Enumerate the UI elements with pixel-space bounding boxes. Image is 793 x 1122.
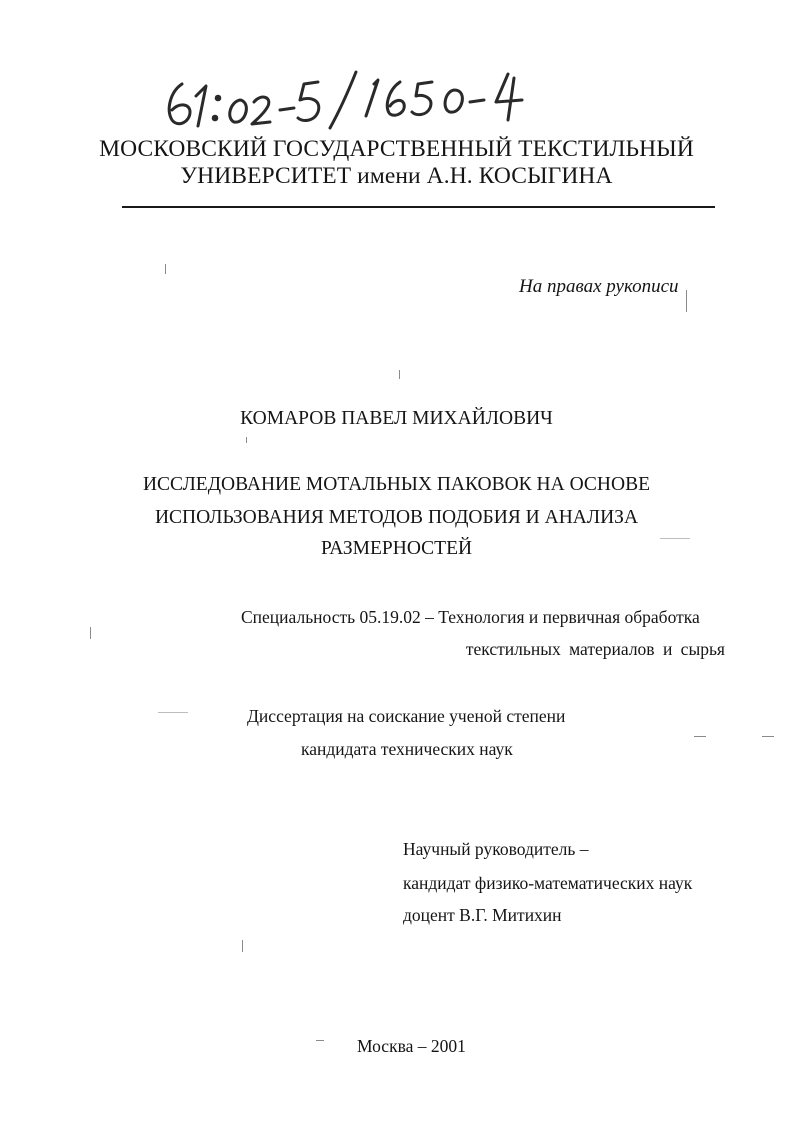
specialty-line-2: текстильных материалов и сырья bbox=[465, 639, 725, 659]
supervisor-line-1: Научный руководитель – bbox=[403, 839, 589, 859]
handwritten-archive-code bbox=[160, 62, 580, 132]
scan-speck bbox=[158, 712, 188, 713]
specialty-line-1: Специальность 05.19.02 – Технология и первичная обработка bbox=[241, 607, 700, 627]
university-line-2: УНИВЕРСИТЕТ имени А.Н. КОСЫГИНА bbox=[180, 163, 613, 189]
scan-speck bbox=[762, 736, 774, 737]
scan-speck bbox=[246, 437, 247, 443]
scan-speck bbox=[316, 1040, 324, 1041]
scan-speck bbox=[660, 538, 690, 539]
title-line-3: РАЗМЕРНОСТЕЙ bbox=[320, 538, 473, 559]
dissertation-line-1: Диссертация на соискание ученой степени bbox=[247, 706, 566, 726]
supervisor-line-2: кандидат физико-математических наук bbox=[403, 873, 693, 893]
scan-speck bbox=[694, 736, 706, 737]
scan-speck bbox=[242, 940, 243, 952]
title-line-2: ИСПОЛЬЗОВАНИЯ МЕТОДОВ ПОДОБИЯ И АНАЛИЗА bbox=[154, 507, 639, 528]
scan-speck bbox=[686, 290, 687, 312]
scan-speck bbox=[399, 370, 400, 379]
city-year: Москва – 2001 bbox=[357, 1036, 466, 1056]
author-name: КОМАРОВ ПАВЕЛ МИХАЙЛОВИЧ bbox=[240, 408, 553, 429]
rights-note: На правах рукописи bbox=[519, 276, 679, 297]
dissertation-line-2: кандидата технических наук bbox=[301, 739, 513, 759]
header-divider bbox=[122, 206, 715, 208]
scan-speck bbox=[90, 627, 91, 639]
scan-speck bbox=[165, 264, 166, 274]
supervisor-line-3: доцент В.Г. Митихин bbox=[403, 905, 562, 925]
title-line-1: ИССЛЕДОВАНИЕ МОТАЛЬНЫХ ПАКОВОК НА ОСНОВЕ bbox=[142, 474, 651, 495]
university-line-1: МОСКОВСКИЙ ГОСУДАРСТВЕННЫЙ ТЕКСТИЛЬНЫЙ bbox=[99, 136, 694, 162]
